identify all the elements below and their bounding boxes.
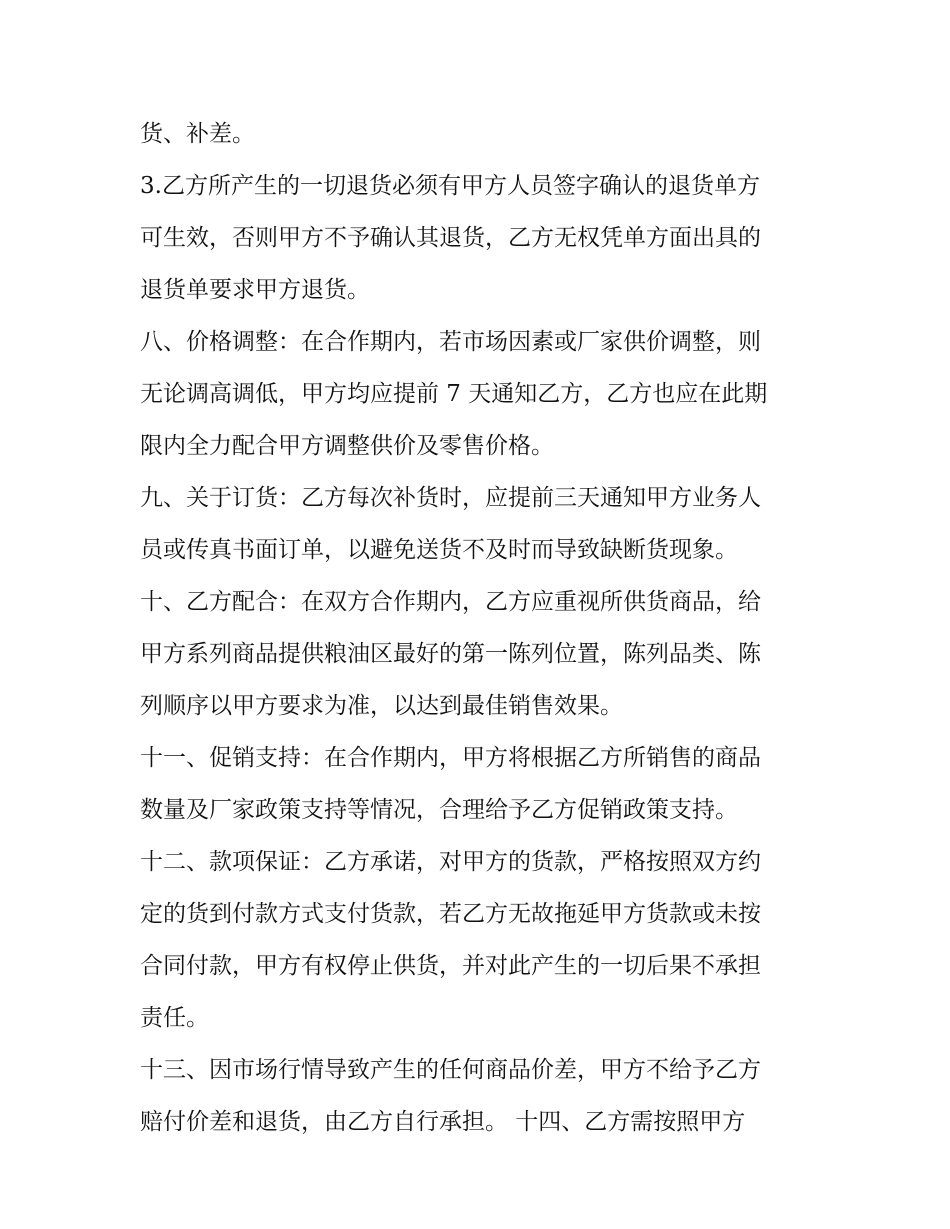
text-line: 甲方系列商品提供粮油区最好的第一陈列位置，陈列品类、陈 bbox=[140, 641, 761, 667]
text-line: 赔付价差和退货，由乙方自行承担。 十四、乙方需按照甲方 bbox=[140, 1109, 746, 1135]
text-line: 八、价格调整：在合作期内，若市场因素或厂家供价调整，则 bbox=[140, 329, 761, 355]
text-line: 定的货到付款方式支付货款，若乙方无故拖延甲方货款或未按 bbox=[140, 901, 761, 927]
text-line: 十一、促销支持：在合作期内，甲方将根据乙方所销售的商品 bbox=[140, 745, 761, 771]
text-line: 列顺序以甲方要求为准，以达到最佳销售效果。 bbox=[140, 693, 623, 719]
text-line: 九、关于订货：乙方每次补货时，应提前三天通知甲方业务人 bbox=[140, 485, 761, 511]
text-line: 责任。 bbox=[140, 1005, 209, 1031]
text-line: 3.乙方所产生的一切退货必须有甲方人员签字确认的退货单方 bbox=[140, 173, 760, 199]
text-line: 退货单要求甲方退货。 bbox=[140, 277, 370, 303]
text-line: 十、乙方配合：在双方合作期内，乙方应重视所供货商品，给 bbox=[140, 589, 761, 615]
text-line: 十三、因市场行情导致产生的任何商品价差，甲方不给予乙方 bbox=[140, 1057, 761, 1083]
text-line: 十二、款项保证：乙方承诺，对甲方的货款，严格按照双方约 bbox=[140, 849, 761, 875]
text-line: 无论调高调低，甲方均应提前 7 天通知乙方，乙方也应在此期 bbox=[140, 381, 768, 407]
text-line: 货、补差。 bbox=[140, 121, 255, 147]
text-line: 合同付款，甲方有权停止供货，并对此产生的一切后果不承担 bbox=[140, 953, 761, 979]
text-line: 可生效，否则甲方不予确认其退货，乙方无权凭单方面出具的 bbox=[140, 225, 761, 251]
text-line: 员或传真书面订单，以避免送货不及时而导致缺断货现象。 bbox=[140, 537, 738, 563]
text-line: 限内全力配合甲方调整供价及零售价格。 bbox=[140, 433, 554, 459]
text-line: 数量及厂家政策支持等情况，合理给予乙方促销政策支持。 bbox=[140, 797, 738, 823]
document-body bbox=[140, 108, 820, 1148]
